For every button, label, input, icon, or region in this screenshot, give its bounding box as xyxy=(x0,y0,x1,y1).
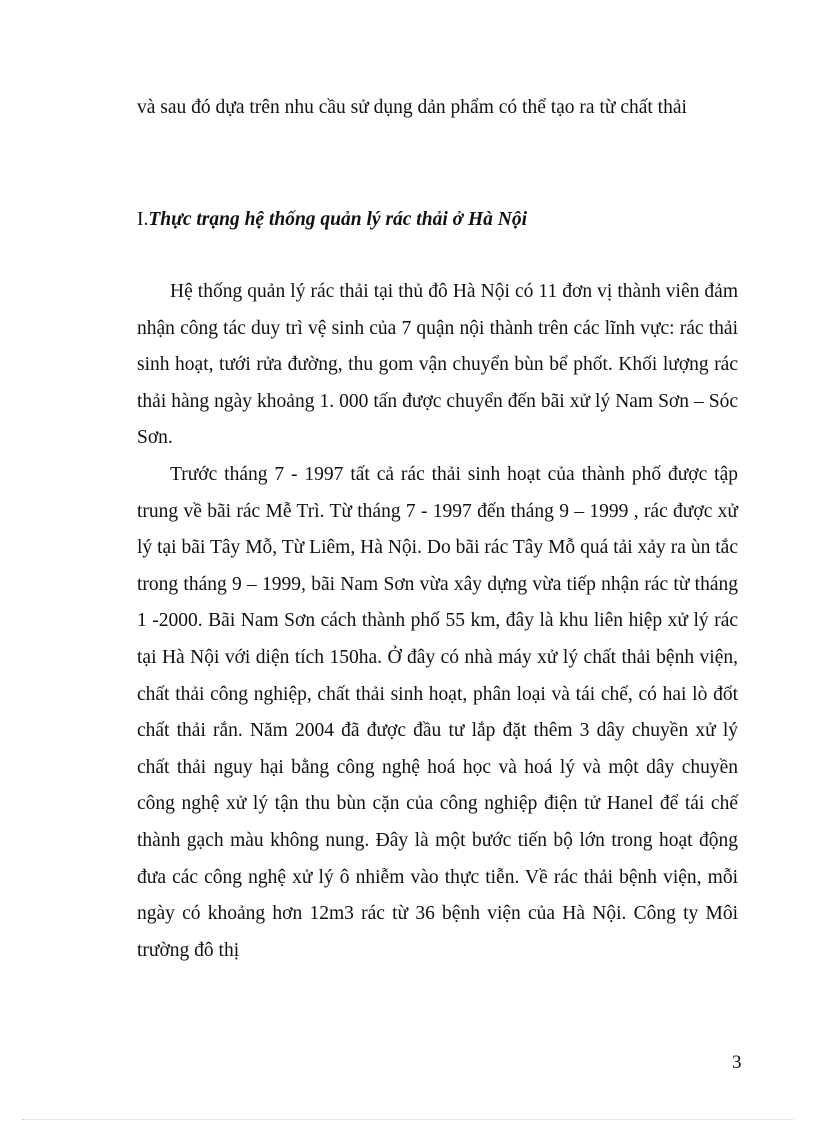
section-body xyxy=(137,274,738,969)
body-paragraph-1: Hệ thống quản lý rác thải tại thủ đô Hà Nội có 11 đơn vị thành viên đảm nhận công tác duy trì vệ sinh của 7 quận nội thành trên các lĩnh vực: rác thải sinh hoạt, tưới rửa đường, thu gom vận chuyển bùn bể phốt. Khối lượng rác thải hàng ngày khoảng 1. 000 tấn được chuyển đến bãi xử lý Nam Sơn – Sóc Sơn. xyxy=(137,281,738,449)
footer-divider xyxy=(22,1119,794,1120)
section-number: I. xyxy=(137,209,149,230)
page-number: 3 xyxy=(732,1052,742,1073)
body-paragraph-2: Trước tháng 7 - 1997 tất cả rác thải sinh hoạt của thành phố được tập trung về bãi rác Mễ Trì. Từ tháng 7 - 1997 đến tháng 9 – 1999 , rác được xử lý tại bãi Tây Mỗ, Từ Liêm, Hà Nội. Do bãi rác Tây Mỗ quá tải xảy ra ùn tắc trong tháng 9 – 1999, bãi Nam Sơn vừa xây dựng vừa tiếp nhận rác từ tháng 1 -2000. Bãi Nam Sơn cách thành phố 55 km, đây là khu liên hiệp xử lý rác tại Hà Nội với diện tích 150ha. Ở đây có nhà máy xử lý chất thải bệnh viện, chất thải công nghiệp, chất thải sinh hoạt, phân loại và tái chế, có hai lò đốt chất thải rắn. Năm 2004 đã được đầu tư lắp đặt thêm 3 dây chuyền xử lý chất thải nguy hại bằng công nghệ hoá học và hoá lý và một dây chuyền công nghệ xử lý tận thu bùn cặn của công nghiệp điện tử Hanel để tái chế thành gạch màu không nung. Đây là một bước tiến bộ lớn trong hoạt động đưa các công nghệ xử lý ô nhiễm vào thực tiễn. Về rác thải bệnh viện, mỗi ngày có khoảng hơn 12m3 rác từ 36 bệnh viện của Hà Nội. Công ty Môi trường đô thị xyxy=(137,463,738,961)
section-heading xyxy=(137,202,527,238)
section-title: Thực trạng hệ thống quản lý rác thải ở Hà Nội xyxy=(148,209,527,230)
intro-paragraph: và sau đó dựa trên nhu cầu sử dụng dản phẩm có thể tạo ra từ chất thải xyxy=(137,97,687,118)
